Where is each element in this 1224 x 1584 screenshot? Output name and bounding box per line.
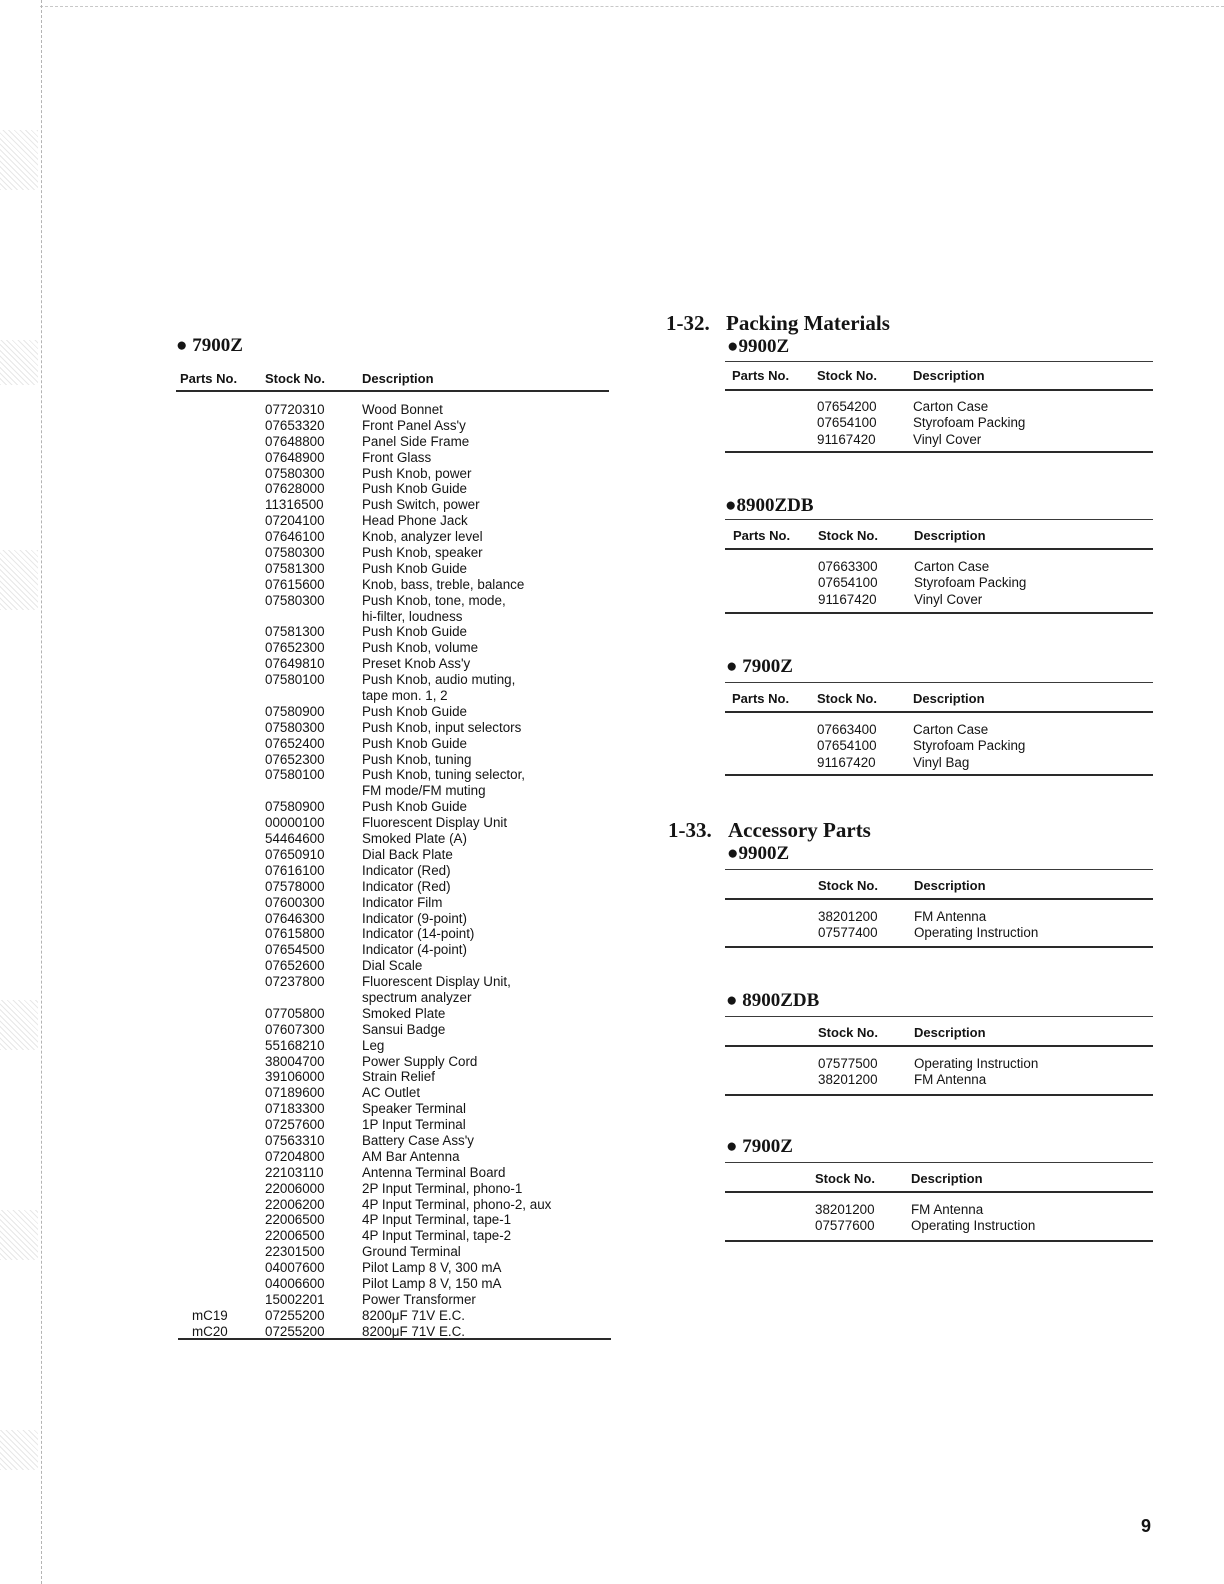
accessory-8900zdb-top-rule bbox=[725, 1016, 1153, 1017]
accessory-9900z-header-desc: Description bbox=[914, 878, 986, 893]
part-no bbox=[192, 1022, 228, 1038]
description: Push Knob, tone, mode, bbox=[362, 592, 506, 608]
part-no bbox=[192, 1149, 228, 1165]
part-no bbox=[192, 1244, 228, 1260]
scan-speckle bbox=[0, 1210, 38, 1260]
part-no bbox=[192, 958, 228, 974]
part-no bbox=[192, 783, 228, 799]
description: Push Knob, speaker bbox=[362, 545, 483, 561]
stock-no: 07580900 bbox=[265, 799, 325, 815]
description: FM Antenna bbox=[911, 1202, 984, 1217]
stock-no: 07255200 bbox=[265, 1323, 325, 1339]
accessory-8900zdb-stock-column bbox=[818, 1056, 878, 1089]
description: Operating Instruction bbox=[914, 1056, 1039, 1071]
description: Push Knob Guide bbox=[362, 735, 467, 751]
description: FM Antenna bbox=[914, 909, 987, 924]
accessory-7900z-desc-column bbox=[911, 1202, 1035, 1235]
part-no bbox=[192, 402, 228, 418]
stock-no: 07646300 bbox=[265, 910, 325, 926]
description: Carton Case bbox=[914, 559, 990, 574]
packing-section-number: 1-32. bbox=[666, 311, 710, 335]
part-no bbox=[192, 609, 228, 625]
description: AM Bar Antenna bbox=[362, 1148, 460, 1164]
stock-no: 07189600 bbox=[265, 1085, 325, 1101]
stock-no: 07663400 bbox=[817, 722, 877, 737]
stock-no: 07654200 bbox=[817, 399, 877, 414]
part-no bbox=[192, 799, 228, 815]
packing-9900z-desc-column bbox=[913, 399, 1025, 448]
description: Front Panel Ass'y bbox=[362, 417, 466, 433]
accessory-9900z-stock-column bbox=[818, 909, 878, 942]
part-no bbox=[192, 847, 228, 863]
accessory-7900z-header-desc: Description bbox=[911, 1171, 983, 1186]
description: Operating Instruction bbox=[911, 1218, 1036, 1234]
part-no bbox=[192, 911, 228, 927]
description: 1P Input Terminal bbox=[362, 1117, 466, 1133]
part-no bbox=[192, 736, 228, 752]
description: 4P Input Terminal, phono-2, aux bbox=[362, 1196, 552, 1212]
description: Wood Bonnet bbox=[362, 402, 443, 417]
accessory-9900z-top-rule bbox=[725, 869, 1153, 870]
description: Push Knob, input selectors bbox=[362, 719, 522, 735]
accessory-7900z-header-rule bbox=[725, 1191, 1153, 1193]
accessory-9900z-bottom-rule bbox=[725, 946, 1153, 948]
description: Dial Scale bbox=[362, 958, 423, 974]
description: Push Knob Guide bbox=[362, 481, 467, 497]
description: 8200μF 71V E.C. bbox=[362, 1323, 465, 1339]
part-no bbox=[192, 529, 228, 545]
part-no bbox=[192, 545, 228, 561]
description: Carton Case bbox=[913, 399, 989, 414]
scan-speckle bbox=[0, 1000, 38, 1050]
stock-no: 07616100 bbox=[265, 862, 325, 878]
part-no bbox=[192, 1212, 228, 1228]
part-no bbox=[192, 767, 228, 783]
part-no bbox=[192, 831, 228, 847]
description: Indicator (Red) bbox=[362, 862, 451, 878]
description: AC Outlet bbox=[362, 1085, 421, 1101]
scan-speckle bbox=[0, 340, 38, 385]
stock-no: 07577600 bbox=[815, 1218, 875, 1234]
part-no bbox=[192, 1228, 228, 1244]
description: Vinyl Cover bbox=[914, 591, 983, 607]
stock-no: 07649810 bbox=[265, 656, 325, 672]
left-header-stock-no: Stock No. bbox=[265, 371, 325, 386]
part-no bbox=[192, 895, 228, 911]
accessory-8900zdb-header-rule bbox=[725, 1045, 1153, 1047]
stock-no: 07257600 bbox=[265, 1117, 325, 1133]
packing-7900z-title: ● 7900Z bbox=[726, 656, 793, 677]
part-no bbox=[192, 672, 228, 688]
packing-9900z-title: ●9900Z bbox=[727, 336, 790, 357]
stock-no: 07720310 bbox=[265, 402, 325, 417]
description: 8200μF 71V E.C. bbox=[362, 1307, 465, 1323]
stock-no: 38201200 bbox=[815, 1202, 875, 1217]
stock-no bbox=[265, 688, 325, 704]
stock-no bbox=[265, 990, 325, 1006]
accessory-8900zdb-header-desc: Description bbox=[914, 1025, 986, 1040]
packing-8900zdb-bottom-rule bbox=[725, 612, 1153, 614]
part-no bbox=[192, 1006, 228, 1022]
accessory-9900z-header-rule bbox=[725, 898, 1153, 900]
stock-no: 38004700 bbox=[265, 1053, 325, 1069]
description: Smoked Plate (A) bbox=[362, 831, 467, 847]
stock-no: 38201200 bbox=[818, 909, 878, 924]
part-no bbox=[192, 1133, 228, 1149]
packing-8900zdb-header-desc: Description bbox=[914, 528, 986, 543]
packing-7900z-header-rule bbox=[725, 711, 1153, 713]
part-no bbox=[192, 1038, 228, 1054]
description: Styrofoam Packing bbox=[913, 415, 1026, 431]
description: Operating Instruction bbox=[914, 925, 1039, 941]
description: Indicator (Red) bbox=[362, 878, 451, 894]
description: Sansui Badge bbox=[362, 1021, 446, 1037]
left-parts-column bbox=[192, 402, 228, 1340]
part-no bbox=[192, 481, 228, 497]
stock-no: 07654100 bbox=[817, 415, 877, 431]
part-no bbox=[192, 1197, 228, 1213]
part-no bbox=[192, 1292, 228, 1308]
description: 4P Input Terminal, tape-1 bbox=[362, 1212, 512, 1228]
part-no bbox=[192, 561, 228, 577]
part-no bbox=[192, 926, 228, 942]
stock-no: 07663300 bbox=[818, 559, 878, 574]
stock-no: 07255200 bbox=[265, 1307, 325, 1323]
stock-no: 07654500 bbox=[265, 942, 325, 958]
packing-7900z-stock-column bbox=[817, 722, 877, 771]
part-no bbox=[192, 418, 228, 434]
packing-section-label: Packing Materials bbox=[726, 311, 890, 335]
part-no bbox=[192, 1069, 228, 1085]
description: Push Knob, power bbox=[362, 465, 472, 481]
part-no bbox=[192, 434, 228, 450]
stock-no: 07705800 bbox=[265, 1005, 325, 1021]
description: Vinyl Bag bbox=[913, 754, 970, 770]
stock-no: 07563310 bbox=[265, 1132, 325, 1148]
packing-7900z-header-parts: Parts No. bbox=[732, 691, 790, 706]
part-no bbox=[192, 879, 228, 895]
accessory-7900z-title: ● 7900Z bbox=[726, 1136, 793, 1157]
part-no bbox=[192, 1117, 228, 1133]
stock-no: 55168210 bbox=[265, 1037, 325, 1053]
description: Push Knob, audio muting, bbox=[362, 672, 516, 688]
part-no bbox=[192, 1101, 228, 1117]
stock-no: 07646100 bbox=[265, 529, 325, 545]
description: Panel Side Frame bbox=[362, 433, 470, 449]
accessory-8900zdb-desc-column bbox=[914, 1056, 1038, 1089]
accessory-8900zdb-header-stock: Stock No. bbox=[818, 1025, 878, 1040]
stock-no: 91167420 bbox=[817, 754, 876, 770]
packing-9900z-header-parts: Parts No. bbox=[732, 368, 790, 383]
description: Push Knob, tuning bbox=[362, 751, 472, 767]
description: Knob, analyzer level bbox=[362, 529, 483, 545]
description: Indicator Film bbox=[362, 894, 443, 910]
stock-no: 07237800 bbox=[265, 974, 325, 990]
part-no bbox=[192, 624, 228, 640]
part-no: mC19 bbox=[192, 1307, 228, 1323]
scan-speckle bbox=[0, 550, 38, 610]
part-no bbox=[192, 704, 228, 720]
stock-no: 91167420 bbox=[817, 431, 876, 447]
stock-no: 07615600 bbox=[265, 576, 325, 592]
description: Power Supply Cord bbox=[362, 1053, 478, 1069]
packing-8900zdb-header-parts: Parts No. bbox=[733, 528, 791, 543]
stock-no: 07580300 bbox=[265, 465, 325, 481]
description: Push Knob, volume bbox=[362, 640, 479, 656]
stock-no: 07615800 bbox=[265, 926, 325, 942]
description: Smoked Plate bbox=[362, 1005, 446, 1021]
packing-8900zdb-desc-column bbox=[914, 559, 1026, 608]
packing-9900z-header-desc: Description bbox=[913, 368, 985, 383]
description: tape mon. 1, 2 bbox=[362, 688, 448, 704]
stock-no: 07581300 bbox=[265, 560, 325, 576]
packing-section-title bbox=[666, 311, 890, 336]
stock-no: 07652400 bbox=[265, 735, 325, 751]
description: Pilot Lamp 8 V, 150 mA bbox=[362, 1275, 502, 1291]
part-no bbox=[192, 688, 228, 704]
accessory-9900z-title: ●9900Z bbox=[727, 843, 790, 864]
part-no bbox=[192, 640, 228, 656]
stock-no: 07183300 bbox=[265, 1101, 325, 1117]
stock-no: 07648900 bbox=[265, 449, 325, 465]
stock-no: 07580900 bbox=[265, 703, 325, 719]
stock-no: 07654100 bbox=[818, 575, 878, 591]
stock-no: 07578000 bbox=[265, 878, 325, 894]
description: Push Knob Guide bbox=[362, 624, 467, 640]
accessory-7900z-stock-column bbox=[815, 1202, 875, 1235]
part-no bbox=[192, 593, 228, 609]
description: FM mode/FM muting bbox=[362, 783, 486, 799]
accessory-7900z-top-rule bbox=[725, 1162, 1153, 1163]
stock-no: 07654100 bbox=[817, 738, 877, 754]
part-no: mC20 bbox=[192, 1323, 228, 1339]
accessory-section-number: 1-33. bbox=[668, 818, 712, 842]
stock-no bbox=[265, 783, 325, 799]
accessory-section-title bbox=[668, 818, 871, 843]
packing-9900z-stock-column bbox=[817, 399, 877, 448]
packing-7900z-desc-column bbox=[913, 722, 1025, 771]
left-section-title: ● 7900Z bbox=[176, 335, 243, 356]
description: Push Knob, tuning selector, bbox=[362, 767, 526, 783]
part-no bbox=[192, 752, 228, 768]
part-no bbox=[192, 1181, 228, 1197]
description: Battery Case Ass'y bbox=[362, 1132, 474, 1148]
description: 4P Input Terminal, tape-2 bbox=[362, 1228, 512, 1244]
description: Indicator (4-point) bbox=[362, 942, 467, 958]
description: Push Knob Guide bbox=[362, 703, 467, 719]
stock-no: 91167420 bbox=[818, 591, 877, 607]
description: hi-filter, loudness bbox=[362, 608, 463, 624]
scan-speckle bbox=[0, 130, 38, 190]
part-no bbox=[192, 1260, 228, 1276]
description: Push Knob Guide bbox=[362, 799, 467, 815]
stock-no: 07580300 bbox=[265, 592, 325, 608]
page-number: 9 bbox=[1141, 1516, 1152, 1536]
stock-no: 07577500 bbox=[818, 1056, 878, 1071]
description: Fluorescent Display Unit bbox=[362, 815, 508, 831]
description: Indicator (14-point) bbox=[362, 926, 475, 942]
stock-no: 07650910 bbox=[265, 846, 325, 862]
left-header-parts-no: Parts No. bbox=[180, 371, 238, 386]
description: Push Knob Guide bbox=[362, 560, 467, 576]
description: Carton Case bbox=[913, 722, 989, 737]
stock-no: 07581300 bbox=[265, 624, 325, 640]
left-header-rule bbox=[176, 390, 609, 392]
accessory-9900z-header-stock: Stock No. bbox=[818, 878, 878, 893]
packing-9900z-header-stock: Stock No. bbox=[817, 368, 877, 383]
part-no bbox=[192, 1054, 228, 1070]
accessory-7900z-header-stock: Stock No. bbox=[815, 1171, 875, 1186]
stock-no: 07652600 bbox=[265, 958, 325, 974]
stock-no: 38201200 bbox=[818, 1072, 878, 1088]
stock-no: 15002201 bbox=[265, 1291, 325, 1307]
description: 2P Input Terminal, phono-1 bbox=[362, 1180, 523, 1196]
description: Styrofoam Packing bbox=[913, 738, 1026, 754]
scan-edge-left bbox=[41, 0, 42, 1584]
packing-9900z-header-rule bbox=[725, 389, 1153, 391]
stock-no: 11316500 bbox=[265, 497, 324, 513]
part-no bbox=[192, 513, 228, 529]
description: FM Antenna bbox=[914, 1072, 987, 1088]
description: Pilot Lamp 8 V, 300 mA bbox=[362, 1260, 502, 1276]
part-no bbox=[192, 577, 228, 593]
left-stock-column bbox=[265, 402, 325, 1340]
description: Speaker Terminal bbox=[362, 1101, 466, 1117]
packing-8900zdb-header-rule bbox=[725, 548, 1153, 550]
stock-no: 22103110 bbox=[265, 1164, 324, 1180]
stock-no: 07204800 bbox=[265, 1148, 325, 1164]
accessory-8900zdb-title: ● 8900ZDB bbox=[726, 990, 820, 1011]
part-no bbox=[192, 656, 228, 672]
part-no bbox=[192, 497, 228, 513]
description: Head Phone Jack bbox=[362, 513, 468, 529]
description: Antenna Terminal Board bbox=[362, 1164, 506, 1180]
packing-8900zdb-stock-column bbox=[818, 559, 878, 608]
stock-no bbox=[265, 609, 325, 625]
packing-7900z-top-rule bbox=[725, 682, 1153, 683]
description: Strain Relief bbox=[362, 1069, 435, 1085]
description: Power Transformer bbox=[362, 1291, 476, 1307]
stock-no: 39106000 bbox=[265, 1069, 325, 1085]
stock-no: 07580300 bbox=[265, 719, 325, 735]
left-description-column bbox=[362, 402, 551, 1340]
stock-no: 22006500 bbox=[265, 1228, 325, 1244]
left-header-description: Description bbox=[362, 371, 434, 386]
description: Knob, bass, treble, balance bbox=[362, 576, 525, 592]
packing-8900zdb-top-rule bbox=[725, 519, 1153, 520]
stock-no: 04006600 bbox=[265, 1275, 325, 1291]
left-bottom-rule bbox=[178, 1338, 611, 1340]
scan-edge-top bbox=[40, 6, 1224, 7]
part-no bbox=[192, 1085, 228, 1101]
packing-9900z-top-rule bbox=[725, 361, 1153, 362]
stock-no: 07607300 bbox=[265, 1021, 325, 1037]
accessory-9900z-desc-column bbox=[914, 909, 1038, 942]
stock-no: 22301500 bbox=[265, 1244, 325, 1260]
stock-no: 07580300 bbox=[265, 545, 325, 561]
packing-8900zdb-header-stock: Stock No. bbox=[818, 528, 878, 543]
stock-no: 07628000 bbox=[265, 481, 325, 497]
part-no bbox=[192, 990, 228, 1006]
packing-8900zdb-title: ●8900ZDB bbox=[725, 495, 814, 516]
description: Styrofoam Packing bbox=[914, 575, 1027, 591]
accessory-8900zdb-bottom-rule bbox=[725, 1094, 1153, 1096]
stock-no: 22006500 bbox=[265, 1212, 325, 1228]
stock-no: 07580100 bbox=[265, 672, 325, 688]
stock-no: 07652300 bbox=[265, 751, 325, 767]
description: Ground Terminal bbox=[362, 1244, 461, 1260]
description: Push Switch, power bbox=[362, 497, 480, 513]
packing-7900z-header-desc: Description bbox=[913, 691, 985, 706]
stock-no: 07653320 bbox=[265, 417, 325, 433]
part-no bbox=[192, 1276, 228, 1292]
stock-no: 07204100 bbox=[265, 513, 325, 529]
part-no bbox=[192, 863, 228, 879]
stock-no: 22006200 bbox=[265, 1196, 325, 1212]
part-no bbox=[192, 1165, 228, 1181]
stock-no: 22006000 bbox=[265, 1180, 325, 1196]
part-no bbox=[192, 815, 228, 831]
stock-no: 54464600 bbox=[265, 831, 325, 847]
part-no bbox=[192, 974, 228, 990]
packing-7900z-bottom-rule bbox=[725, 774, 1153, 776]
description: Leg bbox=[362, 1037, 385, 1053]
description: spectrum analyzer bbox=[362, 989, 472, 1005]
stock-no: 07652300 bbox=[265, 640, 325, 656]
part-no bbox=[192, 720, 228, 736]
accessory-section-label: Accessory Parts bbox=[728, 818, 871, 842]
description: Vinyl Cover bbox=[913, 431, 982, 447]
packing-7900z-header-stock: Stock No. bbox=[817, 691, 877, 706]
part-no bbox=[192, 466, 228, 482]
part-no bbox=[192, 450, 228, 466]
stock-no: 07600300 bbox=[265, 894, 325, 910]
description: Fluorescent Display Unit, bbox=[362, 974, 511, 990]
stock-no: 07580100 bbox=[265, 767, 325, 783]
stock-no: 00000100 bbox=[265, 815, 325, 831]
packing-9900z-bottom-rule bbox=[725, 451, 1153, 453]
stock-no: 04007600 bbox=[265, 1260, 325, 1276]
description: Dial Back Plate bbox=[362, 846, 453, 862]
description: Indicator (9-point) bbox=[362, 910, 467, 926]
stock-no: 07648800 bbox=[265, 433, 325, 449]
stock-no: 07577400 bbox=[818, 925, 878, 941]
part-no bbox=[192, 942, 228, 958]
description: Preset Knob Ass'y bbox=[362, 656, 471, 672]
accessory-7900z-bottom-rule bbox=[725, 1240, 1153, 1242]
description: Front Glass bbox=[362, 449, 432, 465]
scan-speckle bbox=[0, 1430, 38, 1470]
